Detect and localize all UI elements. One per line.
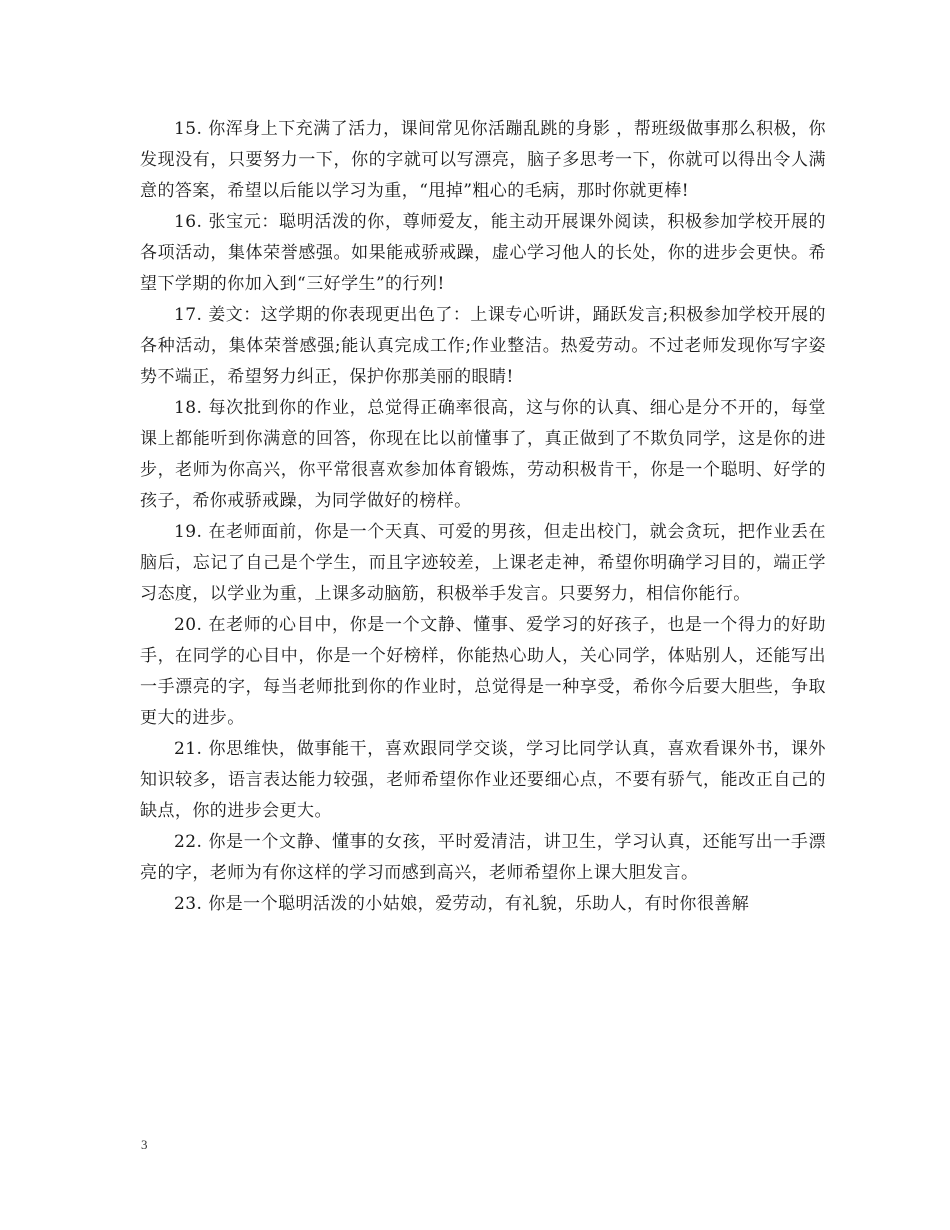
comment-paragraph-16: 16. 张宝元：聪明活泼的你，尊师爱友，能主动开展课外阅读，积极参加学校开展的各项活动，集体荣誉感强。如果能戒骄戒躁，虚心学习他人的长处，你的进步会更快。希望下学期的你加入到“三好学生”的行列!	[140, 212, 826, 294]
comment-paragraph-15: 15. 你浑身上下充满了活力，课间常见你活蹦乱跳的身影 ，帮班级做事那么积极，你发现没有，只要努力一下，你的字就可以写漂亮，脑子多思考一下，你就可以得出令人满意的答案，希望以后能以学习为重，“甩掉”粗心的毛病，那时你就更棒!	[140, 119, 826, 201]
comment-paragraph-22: 22. 你是一个文静、懂事的女孩，平时爱清洁，讲卫生，学习认真，还能写出一手漂亮的字，老师为有你这样的学习而感到高兴，老师希望你上课大胆发言。	[140, 832, 826, 883]
comment-paragraph-21: 21. 你思维快，做事能干，喜欢跟同学交谈，学习比同学认真，喜欢看课外书，课外知识较多，语言表达能力较强，老师希望你作业还要细心点，不要有骄气，能改正自己的缺点，你的进步会更大。	[140, 739, 826, 821]
comment-paragraph-19: 19. 在老师面前，你是一个天真、可爱的男孩，但走出校门，就会贪玩，把作业丢在脑后，忘记了自己是个学生，而且字迹较差，上课老走神，希望你明确学习目的，端正学习态度，以学业为重，上课多动脑筋，积极举手发言。只要努力，相信你能行。	[140, 522, 826, 604]
comment-paragraph-18: 18. 每次批到你的作业，总觉得正确率很高，这与你的认真、细心是分不开的，每堂课上都能听到你满意的回答，你现在比以前懂事了，真正做到了不欺负同学，这是你的进步，老师为你高兴，你平常很喜欢参加体育锻炼，劳动积极肯干，你是一个聪明、好学的孩子，希你戒骄戒躁，为同学做好的榜样。	[140, 398, 826, 511]
comment-paragraph-23: 23. 你是一个聪明活泼的小姑娘，爱劳动，有礼貌，乐助人，有时你很善解	[174, 894, 750, 914]
comment-paragraph-17: 17. 姜文：这学期的你表现更出色了：上课专心听讲，踊跃发言;积极参加学校开展的各种活动，集体荣誉感强;能认真完成工作;作业整洁。热爱劳动。不过老师发现你写字姿势不端正，希望努力纠正，保护你那美丽的眼睛!	[140, 305, 826, 387]
document-body	[140, 114, 826, 920]
comment-paragraph-20: 20. 在老师的心目中，你是一个文静、懂事、爱学习的好孩子，也是一个得力的好助手，在同学的心目中，你是一个好榜样，你能热心助人，关心同学，体贴别人，还能写出一手漂亮的字，每当老师批到你的作业时，总觉得是一种享受，希你今后要大胆些，争取更大的进步。	[140, 615, 826, 728]
page-number: 3	[141, 1137, 148, 1152]
